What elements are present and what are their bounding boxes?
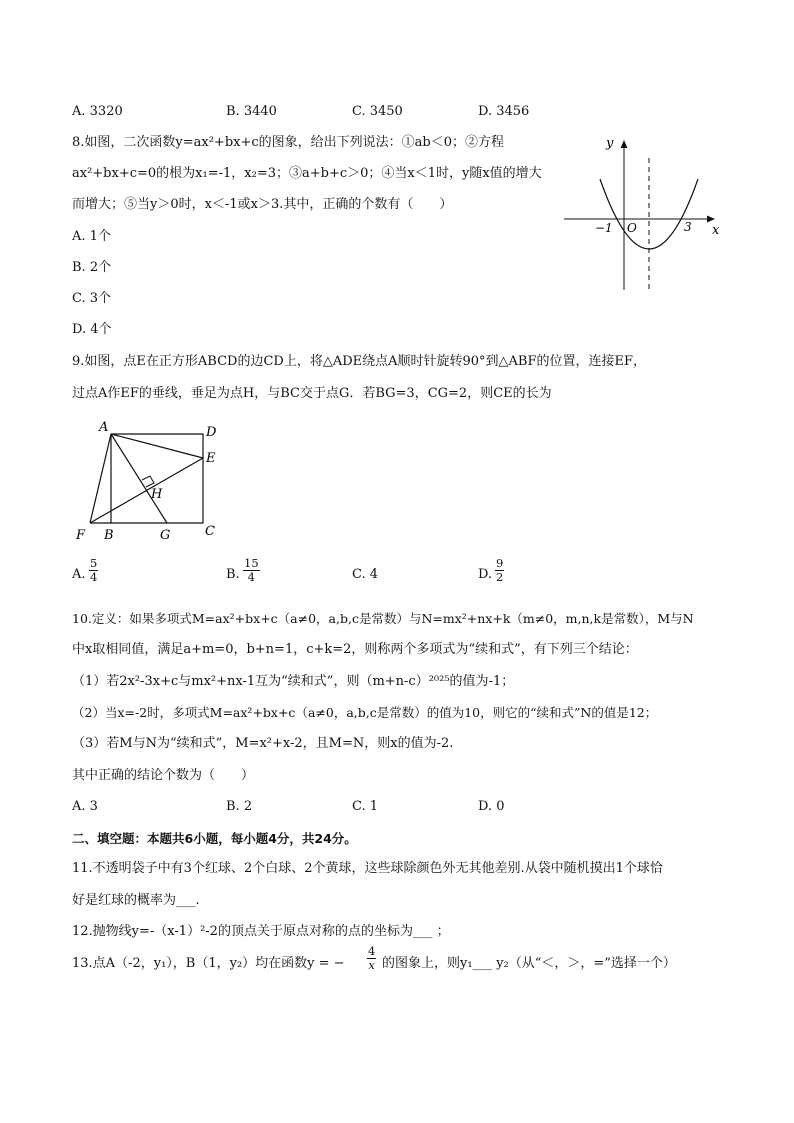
y-axis-label: y (606, 136, 614, 151)
q8-parabola-graph (560, 130, 730, 295)
q9-option-d-prefix: D. (478, 567, 493, 582)
segment-ae (111, 434, 203, 458)
q8-text-line1: 8.如图，二次函数y=ax²+bx+c的图象，给出下列说法：①ab＜0；②方程 (72, 135, 504, 150)
q11-text-line1: 11.不透明袋子中有3个红球、2个白球、2个黄球，这些球除颜色外无其他差别.从袋中随机摸出1个球恰 (72, 861, 663, 876)
q13-text-part1: 13.点A（-2，y₁），B（1，y₂）均在函数y = − (72, 956, 345, 971)
q8-option-a: A. 1个 (72, 229, 111, 244)
q10-text-line6: 其中正确的结论个数为（ ） (72, 768, 255, 783)
label-e: E (206, 451, 216, 466)
q10-text-line3: （1）若2x²-3x+c与mx²+nx-1互为“续和式”，则（m+n-c）²⁰²⁵的值为-1； (72, 674, 515, 689)
q8-option-d: D. 4个 (72, 322, 112, 337)
q10-text-line4: （2）当x=-2时，多项式M=ax²+bx+c（a≠0，a,b,c是常数）的值为10，则它的“续和式”N的值是12； (72, 705, 658, 720)
q8-option-c: C. 3个 (72, 291, 112, 306)
q9-option-d-fraction (495, 557, 504, 584)
q7-option-c: C. 3450 (352, 104, 403, 119)
label-c: C (205, 524, 215, 539)
fraction-numerator: 4 (368, 944, 376, 958)
q9-option-b-prefix: B. (226, 567, 240, 582)
q9-square-figure (70, 414, 230, 546)
q8-option-b: B. 2个 (72, 260, 112, 275)
segment-af (90, 434, 111, 523)
fraction-denominator: 4 (247, 570, 255, 584)
q10-text-line2: 中x取相同值，满足a+m=0，b+n=1，c+k=2，则称两个多项式为“续和式”，有下列三个结论： (72, 642, 638, 657)
y-axis-arrow-icon (621, 140, 628, 148)
x-axis-arrow-icon (707, 216, 715, 223)
q13-text-part2: 的图象上，则y₁___ y₂（从“＜，＞，=”选择一个） (382, 956, 676, 971)
q9-option-b-fraction (243, 557, 260, 584)
q13-fraction (367, 945, 376, 972)
label-a: A (99, 420, 109, 435)
q9-text-line1: 9.如图，点E在正方形ABCD的边CD上，将△ADE绕点A顺时针旋转90°到△ABF的位置，连接EF， (72, 354, 647, 369)
q11-text-line2: 好是红球的概率为___. (72, 893, 200, 908)
q10-text-line5: （3）若M与N为“续和式”，M=x²+x-2，且M=N，则x的值为-2. (72, 736, 454, 751)
q7-option-d: D. 3456 (478, 104, 530, 119)
origin-label: O (627, 221, 637, 235)
label-g: G (160, 528, 171, 543)
fraction-denominator: 4 (90, 570, 98, 584)
x-axis-label: x (712, 223, 720, 238)
q7-option-a: A. 3320 (72, 104, 123, 119)
q8-text-line3: 而增大；⑤当y＞0时，x＜-1或x＞3.其中，正确的个数有（ ） (72, 197, 453, 212)
q10-option-d: D. 0 (478, 799, 505, 814)
q12-text-line1: 12.抛物线y=-（x-1）²-2的顶点关于原点对称的点的坐标为___ ； (72, 924, 450, 939)
fraction-denominator: 2 (496, 570, 504, 584)
label-b: B (104, 528, 114, 543)
q9-text-line2: 过点A作EF的垂线，垂足为点H，与BC交于点G．若BG=3，CG=2，则CE的长为 (72, 386, 552, 401)
section-2-heading: 二、填空题：本题共6小题，每小题4分，共24分。 (72, 831, 357, 846)
label-f: F (76, 528, 86, 543)
fraction-numerator: 5 (90, 556, 98, 570)
neg-one-label: −1 (595, 221, 613, 235)
q10-option-c: C. 1 (352, 799, 379, 814)
label-d: D (206, 425, 217, 440)
q10-text-line1: 10.定义：如果多项式M=ax²+bx+c（a≠0，a,b,c是常数）与N=mx²+nx+k（m≠0，m,n,k是常数），M与N (72, 611, 694, 626)
square-abcd (111, 434, 203, 523)
q9-option-a-fraction (89, 557, 98, 584)
label-h: H (151, 487, 163, 502)
segment-ag (111, 434, 167, 523)
q8-text-line2: ax²+bx+c=0的根为x₁=-1，x₂=3；③a+b+c＞0；④当x＜1时，y随x值的增大 (72, 166, 542, 181)
q9-option-c: C. 4 (352, 567, 379, 582)
fraction-numerator: 9 (496, 556, 504, 570)
fraction-numerator: 15 (244, 556, 259, 570)
fraction-denominator: x (368, 958, 375, 972)
q9-option-a-prefix: A. (72, 567, 86, 582)
three-label: 3 (684, 220, 692, 234)
q7-option-b: B. 3440 (226, 104, 277, 119)
q10-option-b: B. 2 (226, 799, 253, 814)
q10-option-a: A. 3 (72, 799, 98, 814)
